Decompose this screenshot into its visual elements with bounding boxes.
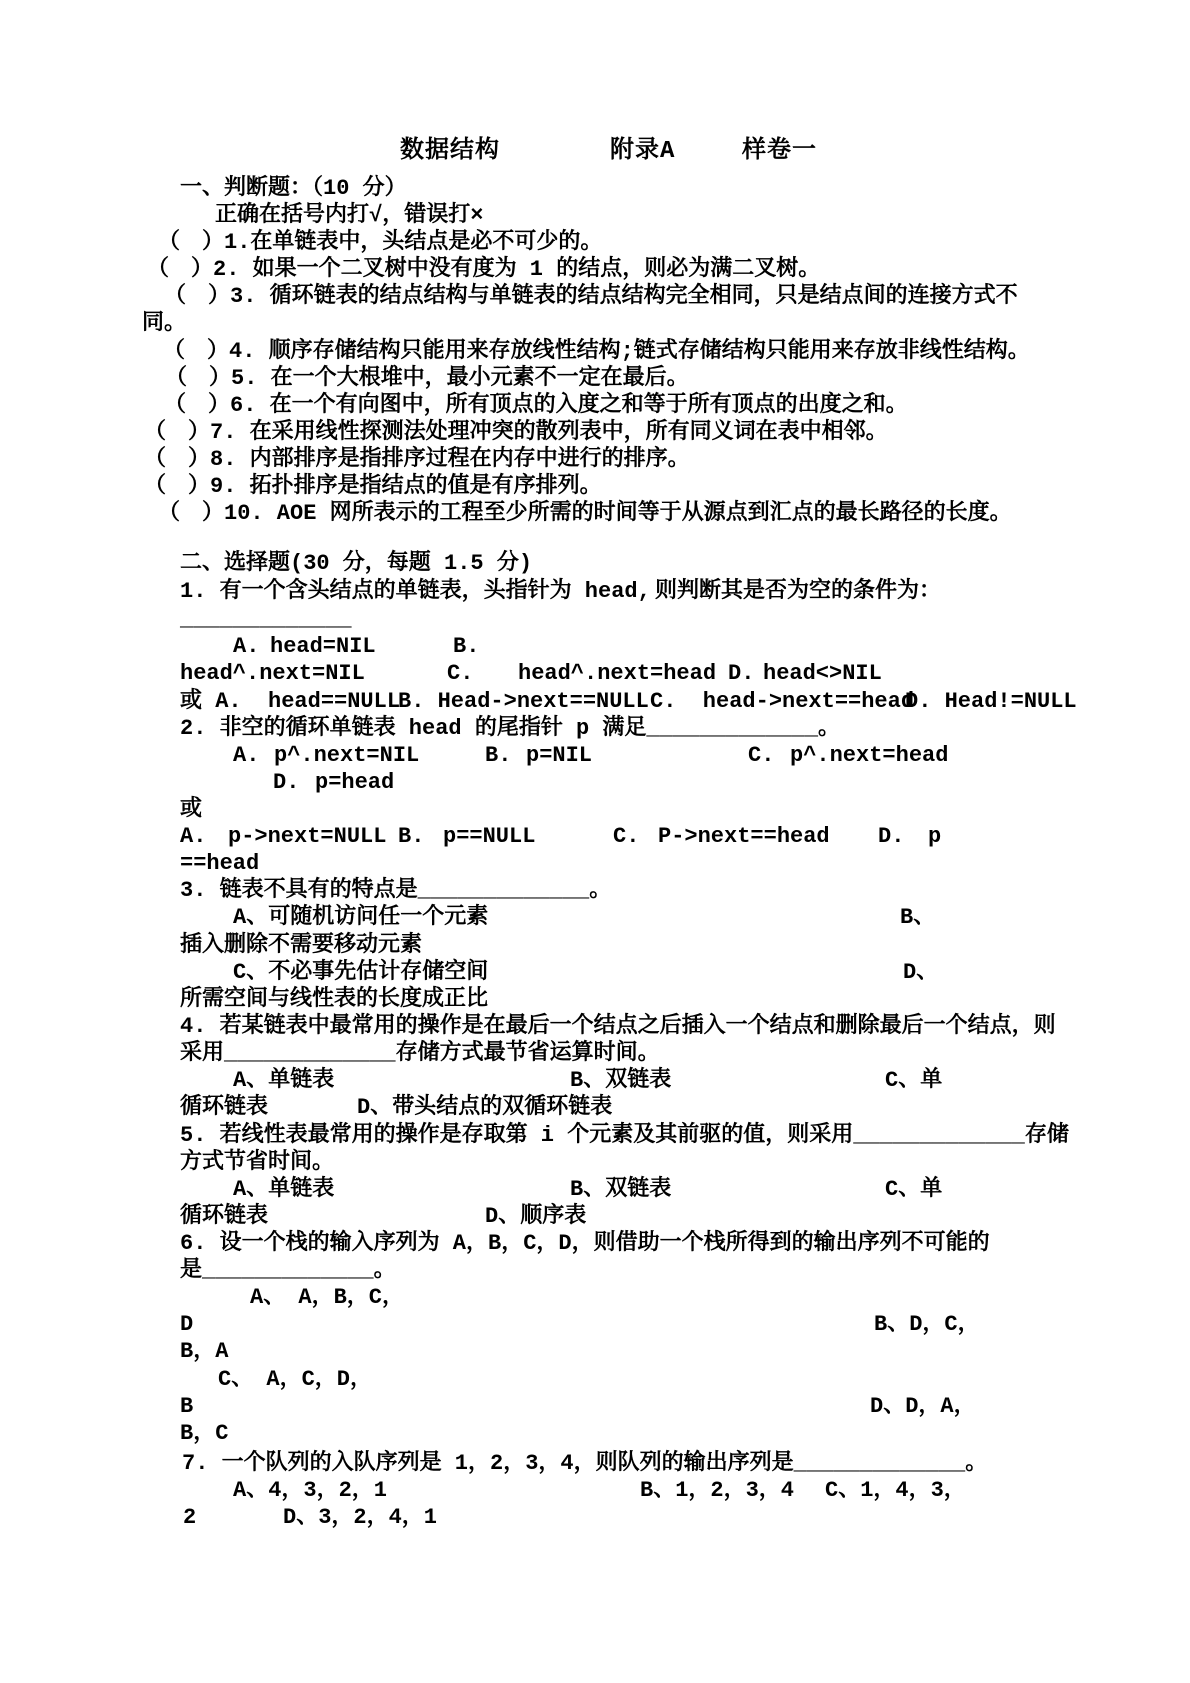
q6-stem <box>0 1230 1190 1258</box>
judge-item-3-text: （ ）3. 循环链表的结点结构与单链表的结点结构完全相同，只是结点间的连接方式不 <box>164 284 1018 309</box>
q3-options-a <box>0 904 1190 932</box>
q5-options-text: B、双链表 <box>570 1177 672 1202</box>
q1-options-ab-text: head=NIL <box>270 634 376 659</box>
q2-alt-wrap <box>0 850 1190 878</box>
q5-stem-wrap <box>0 1149 1190 1177</box>
q2-option-d-text: p=head <box>315 770 395 795</box>
q6-option-c-text: C、 A，C，D， <box>218 1367 373 1392</box>
q1-stem-text: 1. 有一个含头结点的单链表，头指针为 head, <box>180 579 651 604</box>
q4-options <box>0 1067 1190 1095</box>
q2-option-d <box>0 769 1190 797</box>
q2-alt-options-text: P->next==head <box>658 824 830 849</box>
q7-options-text: C、1，4，3， <box>825 1478 966 1503</box>
q4-options-wrap-text: D、带头结点的双循环链表 <box>357 1095 613 1120</box>
q5-stem <box>0 1122 1190 1150</box>
q2-alt-options-text: p->next=NULL <box>228 824 387 849</box>
q6-option-c-wrap <box>0 1393 1190 1421</box>
title <box>0 138 1190 166</box>
judge-item-5-text: （ ）5. 在一个大根堆中，最小元素不一定在最后。 <box>165 366 689 391</box>
q2-options-abc-text: C. <box>748 743 775 768</box>
q5-stem-text: 5. 若线性表最常用的操作是存取第 i 个元素及其前驱的值，则采用_____________存储 <box>180 1123 1069 1148</box>
q7-stem-text: 7. 一个队列的入队序列是 1，2，3，4，则队列的输出序列是_____________。 <box>182 1451 988 1476</box>
judge-item-4-text: （ ）4. 顺序存储结构只能用来存放线性结构;链式存储结构只能用来存放非线性结构。 <box>163 339 1030 364</box>
q2-options-abc-text: A. <box>233 743 260 768</box>
q3-options-a-text: B、 <box>900 905 936 930</box>
q2-stem <box>0 715 1190 743</box>
q3-options-a-text: A、可随机访问任一个元素 <box>233 905 489 930</box>
q4-options-wrap-text: 循环链表 <box>180 1095 269 1120</box>
judge-item-10 <box>0 500 1190 528</box>
judge-item-7 <box>0 419 1190 447</box>
q5-options-wrap-text: 循环链表 <box>180 1204 269 1229</box>
q1-blank-text: _____________ <box>180 607 352 632</box>
judge-item-9-text: （ ）9. 拓扑排序是指结点的值是有序排列。 <box>144 474 602 499</box>
judge-item-8-text: （ ）8. 内部排序是指排序过程在内存中进行的排序。 <box>144 447 690 472</box>
title-text: 数据结构 <box>400 138 500 165</box>
q1-options-ab-text: A. <box>233 634 260 659</box>
q2-stem-text: 2. 非空的循环单链表 head 的尾指针 p 满足_____________。 <box>180 716 841 741</box>
q6-option-a-wrap <box>0 1311 1190 1339</box>
q1-options-cd-text: head^.next=NIL <box>180 661 365 686</box>
q3-options-c-text: D、 <box>903 960 939 985</box>
section1-instruction <box>0 202 1190 230</box>
q2-alt-label <box>0 796 1190 824</box>
q2-option-d-text: D. <box>273 770 300 795</box>
q3-stem <box>0 877 1190 905</box>
q2-alt-options <box>0 823 1190 851</box>
q6-stem-text: 6. 设一个栈的输入序列为 A，B，C，D，则借助一个栈所得到的输出序列不可能的 <box>180 1231 990 1256</box>
q3-option-b-wrap-text: 插入删除不需要移动元素 <box>180 933 423 958</box>
q4-stem <box>0 1013 1190 1041</box>
q1-alt-options-text: 或 A. head==NULL <box>180 689 401 714</box>
title-text: 样卷一 <box>742 138 817 165</box>
q3-option-d-wrap-text: 所需空间与线性表的长度成正比 <box>180 987 489 1012</box>
q1-options-cd-text: head^.next=head <box>518 661 717 686</box>
judge-item-3-wrap <box>0 310 1190 338</box>
q7-options <box>0 1477 1190 1505</box>
q5-options <box>0 1176 1190 1204</box>
q1-stem-text: 则判断其是否为空的条件为： <box>655 579 942 604</box>
q6-option-a-wrap-text: D <box>180 1312 194 1337</box>
q2-alt-wrap-text: ==head <box>180 851 260 876</box>
q6-option-d-wrap-text: B，C <box>180 1421 229 1446</box>
section2-heading-text: 二、选择题(30 分，每题 1.5 分) <box>180 551 533 576</box>
q6-stem-wrap-text: 是_____________。 <box>180 1258 396 1283</box>
judge-item-9 <box>0 473 1190 501</box>
q1-alt-options-text: C. head->next==head <box>650 689 915 714</box>
judge-item-3 <box>0 283 1190 311</box>
q5-options-text: A、单链表 <box>233 1177 335 1202</box>
q4-options-wrap <box>0 1094 1190 1122</box>
q5-options-wrap <box>0 1203 1190 1231</box>
q1-options-ab-text: B. <box>453 634 480 659</box>
section2-heading <box>0 550 1190 578</box>
q3-stem-text: 3. 链表不具有的特点是_____________。 <box>180 878 612 903</box>
q2-alt-options-text: D. <box>878 824 905 849</box>
q7-options-wrap-text: D、3，2，4，1 <box>283 1505 438 1530</box>
q3-options-c <box>0 959 1190 987</box>
q7-options-wrap-text: 2 <box>183 1505 197 1530</box>
q3-option-d-wrap <box>0 986 1190 1014</box>
q2-alt-options-text: p==NULL <box>443 824 536 849</box>
q6-option-c-wrap-text: D、D，A， <box>870 1394 976 1419</box>
judge-item-2-text: （ ）2. 如果一个二叉树中没有度为 1 的结点，则必为满二叉树。 <box>147 257 821 282</box>
judge-item-6-text: （ ）6. 在一个有向图中，所有顶点的入度之和等于所有顶点的出度之和。 <box>164 393 908 418</box>
q6-option-a-wrap-text: B、D，C， <box>874 1312 980 1337</box>
q1-stem <box>0 578 1190 606</box>
q1-alt-options-text: B. Head->next==NULL <box>398 689 649 714</box>
q4-options-text: B、双链表 <box>570 1068 672 1093</box>
q1-alt-options-text: D. Head!=NULL <box>905 689 1077 714</box>
q4-options-text: A、单链表 <box>233 1068 335 1093</box>
section1-heading <box>0 175 1190 203</box>
q1-options-cd-text: head<>NIL <box>763 661 882 686</box>
judge-item-2 <box>0 256 1190 284</box>
q1-options-cd-text: D. <box>728 661 755 686</box>
judge-item-4 <box>0 338 1190 366</box>
q7-options-text: B、1，2，3，4 <box>640 1478 795 1503</box>
q1-options-cd <box>0 660 1190 688</box>
q5-options-wrap-text: D、顺序表 <box>485 1204 587 1229</box>
judge-item-3-wrap-text: 同。 <box>142 311 187 336</box>
section1-heading-text: 一、判断题：（10 分） <box>180 176 407 201</box>
judge-item-8 <box>0 446 1190 474</box>
q6-option-a-text: A、 A，B，C， <box>250 1285 405 1310</box>
q5-stem-wrap-text: 方式节省时间。 <box>180 1150 335 1175</box>
judge-item-1 <box>0 229 1190 257</box>
title-text: 附录A <box>610 138 676 165</box>
q1-alt-options <box>0 688 1190 716</box>
q3-options-c-text: C、不必事先估计存储空间 <box>233 960 489 985</box>
q5-options-text: C、单 <box>885 1177 943 1202</box>
q6-option-c <box>0 1366 1190 1394</box>
q6-stem-wrap <box>0 1257 1190 1285</box>
q2-alt-options-text: B. <box>398 824 425 849</box>
judge-item-1-text: （ ）1.在单链表中，头结点是必不可少的。 <box>158 230 603 255</box>
judge-item-10-text: （ ）10. AOE 网所表示的工程至少所需的时间等于从源点到汇点的最长路径的长度。 <box>158 501 1012 526</box>
q1-options-cd-text: C. <box>447 661 474 686</box>
q2-options-abc-text: B. <box>485 743 512 768</box>
q2-alt-label-text: 或 <box>180 797 203 822</box>
judge-item-5 <box>0 365 1190 393</box>
q2-alt-options-text: p <box>928 824 942 849</box>
q2-options-abc-text: p^.next=head <box>790 743 949 768</box>
section1-instruction-text: 正确在括号内打√，错误打× <box>215 203 484 228</box>
q6-option-b-wrap <box>0 1338 1190 1366</box>
q6-option-b-wrap-text: B，A <box>180 1339 229 1364</box>
q2-options-abc <box>0 742 1190 770</box>
q2-options-abc-text: p^.next=NIL <box>274 743 420 768</box>
q2-options-abc-text: p=NIL <box>526 743 593 768</box>
q4-stem-wrap-text: 采用_____________存储方式最节省运算时间。 <box>180 1041 660 1066</box>
q6-option-c-wrap-text: B <box>180 1394 194 1419</box>
q6-option-d-wrap <box>0 1420 1190 1448</box>
q1-blank <box>0 606 1190 634</box>
judge-item-7-text: （ ）7. 在采用线性探测法处理冲突的散列表中，所有同义词在表中相邻。 <box>144 420 888 445</box>
q7-options-text: A、4，3，2，1 <box>233 1478 388 1503</box>
q2-alt-options-text: A. <box>180 824 207 849</box>
judge-item-6 <box>0 392 1190 420</box>
q1-options-ab <box>0 633 1190 661</box>
q3-option-b-wrap <box>0 932 1190 960</box>
q7-options-wrap <box>0 1504 1190 1532</box>
q4-stem-wrap <box>0 1040 1190 1068</box>
q4-stem-text: 4. 若某链表中最常用的操作是在最后一个结点之后插入一个结点和删除最后一个结点，则 <box>180 1014 1056 1039</box>
q4-options-text: C、单 <box>885 1068 943 1093</box>
q7-stem <box>0 1450 1190 1478</box>
q6-option-a <box>0 1284 1190 1312</box>
q2-alt-options-text: C. <box>613 824 640 849</box>
